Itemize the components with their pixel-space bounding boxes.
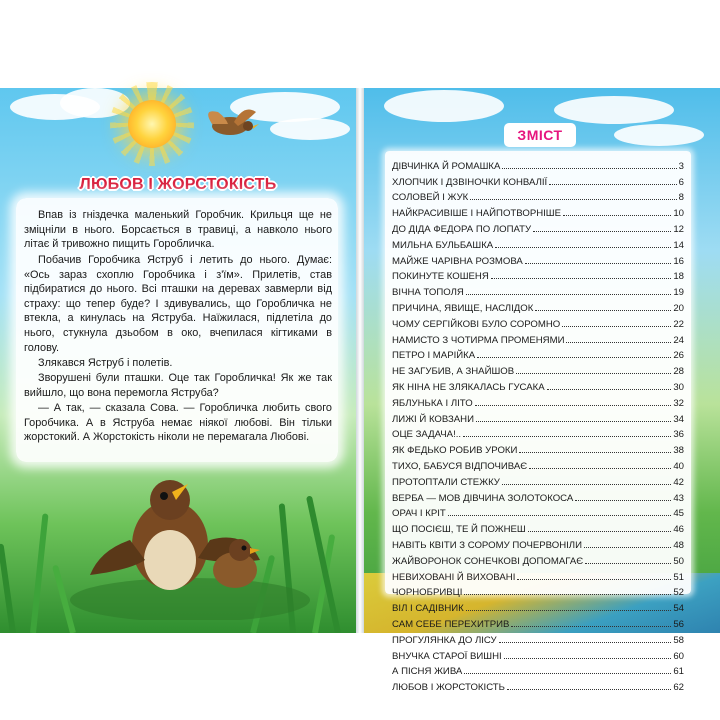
toc-leader-dots xyxy=(566,342,671,343)
toc-entry[interactable] xyxy=(392,235,684,251)
toc-entry-title: ДО ДІДА ФЕДОРА ПО ЛОПАТУ xyxy=(392,223,532,235)
toc-entry[interactable] xyxy=(392,393,684,409)
toc-leader-dots xyxy=(529,468,671,469)
toc-leader-dots xyxy=(475,405,672,406)
toc-entry-page: 54 xyxy=(673,603,684,615)
toc-entry-title: ХЛОПЧИК І ДЗВІНОЧКИ КОНВАЛІЇ xyxy=(392,176,548,188)
toc-entry-page: 52 xyxy=(673,587,684,599)
toc-entry-page: 19 xyxy=(673,287,684,299)
toc-leader-dots xyxy=(563,215,671,216)
story-paragraph: Побачив Горобчика Яструб і летить до нього. Думає: «Ось зараз схоплю Горобчика і з'їм». Прилетів, став підбиратися до нього. Всі пташки на деревах завмерли від страху: що тепер буде? І здивувались, що Горобличка не втекла, а кинулась на Яструба. Наїжилася, підлетіла до нього, стукнула дзьобом в око, вчепилася кігтиками в голову. xyxy=(24,254,332,354)
toc-leader-dots xyxy=(533,231,671,232)
toc-entry[interactable] xyxy=(392,598,684,614)
toc-entry-page: 32 xyxy=(673,397,684,409)
toc-entry-title: ПРОГУЛЯНКА ДО ЛІСУ xyxy=(392,634,497,646)
toc-entry-page: 42 xyxy=(673,476,684,488)
toc-entry[interactable] xyxy=(392,472,684,488)
toc-entry-title: ЧОРНОБРИВЦІ xyxy=(392,587,463,599)
toc-leader-dots xyxy=(525,263,671,264)
toc-entry-title: ЧОМУ СЕРГІЙКОВІ БУЛО СОРОМНО xyxy=(392,318,561,330)
toc-entry[interactable] xyxy=(392,567,684,583)
toc-entry[interactable] xyxy=(392,583,684,599)
toc-entry[interactable] xyxy=(392,361,684,377)
toc-entry[interactable] xyxy=(392,504,684,520)
cloud xyxy=(270,118,350,140)
toc-entry[interactable] xyxy=(392,219,684,235)
toc-leader-dots xyxy=(448,515,672,516)
toc-entry-page: 30 xyxy=(673,381,684,393)
toc-entry[interactable] xyxy=(392,282,684,298)
toc-leader-dots xyxy=(502,168,676,169)
toc-entry-page: 22 xyxy=(673,318,684,330)
toc-entry-page: 36 xyxy=(673,429,684,441)
toc-entry[interactable] xyxy=(392,425,684,441)
toc-entry[interactable] xyxy=(392,488,684,504)
toc-entry-page: 50 xyxy=(673,555,684,567)
grass-blade xyxy=(0,543,16,633)
toc-entry-title: ПРОТОПТАЛИ СТЕЖКУ xyxy=(392,476,500,488)
toc-entry-title: НАМИСТО З ЧОТИРМА ПРОМЕНЯМИ xyxy=(392,334,565,346)
cloud xyxy=(614,124,704,146)
toc-entry[interactable] xyxy=(392,298,684,314)
toc-entry[interactable] xyxy=(392,614,684,630)
toc-leader-dots xyxy=(491,278,672,279)
toc-heading: ЗМІСТ xyxy=(517,127,563,143)
toc-entry-title: ВІЧНА ТОПОЛЯ xyxy=(392,287,464,299)
toc-entry-title: НАВІТЬ КВІТИ З СОРОМУ ПОЧЕРВОНІЛИ xyxy=(392,539,582,551)
toc-entry-page: 24 xyxy=(673,334,684,346)
toc-entry[interactable] xyxy=(392,314,684,330)
toc-entry-title: ЯБЛУНЬКА І ЛІТО xyxy=(392,397,473,409)
toc-leader-dots xyxy=(549,184,676,185)
toc-leader-dots xyxy=(476,421,671,422)
toc-entry-title: ПЕТРО І МАРІЙКА xyxy=(392,350,476,362)
toc-entry[interactable] xyxy=(392,440,684,456)
toc-leader-dots xyxy=(562,326,671,327)
toc-leader-dots xyxy=(504,658,672,659)
toc-entry-page: 61 xyxy=(673,666,684,678)
cloud xyxy=(554,96,674,124)
toc-leader-dots xyxy=(463,436,671,437)
toc-leader-dots xyxy=(464,673,671,674)
toc-leader-dots xyxy=(528,531,672,532)
cloud xyxy=(384,90,504,122)
toc-entry[interactable] xyxy=(392,346,684,362)
toc-entry[interactable] xyxy=(392,251,684,267)
toc-entry-page: 18 xyxy=(673,271,684,283)
toc-entry[interactable] xyxy=(392,456,684,472)
toc-entry-page: 3 xyxy=(678,160,684,172)
toc-entry-title: ОЦЕ ЗАДАЧА!.. xyxy=(392,429,462,441)
toc-leader-dots xyxy=(466,294,672,295)
toc-entry-title: ЩО ПОСІЄШ, ТЕ Й ПОЖНЕШ xyxy=(392,524,526,536)
toc-entry-page: 16 xyxy=(673,255,684,267)
toc-entry-title: А ПІСНЯ ЖИВА xyxy=(392,666,463,678)
toc-entry-page: 46 xyxy=(673,524,684,536)
toc-entry[interactable] xyxy=(392,267,684,283)
toc-entry-page: 58 xyxy=(673,634,684,646)
toc-entry[interactable] xyxy=(392,551,684,567)
toc-leader-dots xyxy=(519,452,671,453)
toc-leader-dots xyxy=(499,642,672,643)
toc-leader-dots xyxy=(470,199,676,200)
toc-entry-title: НЕВИХОВАНІ Й ВИХОВАНІ xyxy=(392,571,516,583)
toc-entry-page: 28 xyxy=(673,366,684,378)
toc-entry[interactable] xyxy=(392,203,684,219)
toc-leader-dots xyxy=(511,626,671,627)
toc-entry[interactable] xyxy=(392,677,684,693)
toc-entry-title: ДІВЧИНКА Й РОМАШКА xyxy=(392,160,501,172)
toc-entry-page: 34 xyxy=(673,413,684,425)
toc-entry[interactable] xyxy=(392,156,684,172)
toc-leader-dots xyxy=(584,547,671,548)
toc-leader-dots xyxy=(547,389,672,390)
toc-entry[interactable] xyxy=(392,535,684,551)
book-gutter xyxy=(356,88,364,633)
toc-entry-page: 14 xyxy=(673,239,684,251)
toc-entry[interactable] xyxy=(392,630,684,646)
toc-entry-title: ЖАЙВОРОНОК СОНЕЧКОВІ ДОПОМАГАЄ xyxy=(392,555,584,567)
toc-entry-title: ВІЛ І САДІВНИК xyxy=(392,603,464,615)
toc-leader-dots xyxy=(466,610,672,611)
story-title: ЛЮБОВ І ЖОРСТОКІСТЬ xyxy=(79,176,277,193)
toc-entry-title: НАЙКРАСИВІШЕ І НАЙПОТВОРНІШЕ xyxy=(392,208,562,220)
toc-entry-title: ЯК НІНА НЕ ЗЛЯКАЛАСЬ ГУСАКА xyxy=(392,381,545,393)
toc-entry[interactable] xyxy=(392,662,684,678)
toc-entry-title: ОРАЧ І КРІТ xyxy=(392,508,446,520)
toc-entry-title: НЕ ЗАГУБИВ, А ЗНАЙШОВ xyxy=(392,366,515,378)
toc-entry-page: 51 xyxy=(673,571,684,583)
toc-leader-dots xyxy=(585,563,671,564)
story-paragraph: — А так, — сказала Сова. — Горобличка любить свого Горобчика. А в Яструба немає ніякої любові. Він тільки жорстокий. А Жорстокість ніколи не перемагала Любові. xyxy=(24,402,332,444)
toc-leader-dots xyxy=(477,357,671,358)
grass-blade xyxy=(30,513,49,633)
toc-entry-page: 10 xyxy=(673,208,684,220)
story-paragraph: Зворушені були пташки. Оце так Горобличка! Як же так вийшло, що вона перемогла Яструба? xyxy=(24,372,332,399)
toc-entry-title: СОЛОВЕЙ І ЖУК xyxy=(392,192,469,204)
toc-entry-page: 6 xyxy=(678,176,684,188)
toc-entry-page: 8 xyxy=(678,192,684,204)
toc-entry-title: МИЛЬНА БУЛЬБАШКА xyxy=(392,239,494,251)
toc-entry-page: 38 xyxy=(673,445,684,457)
toc-entry-title: ЛИЖІ Й КОВЗАНИ xyxy=(392,413,474,425)
toc-list xyxy=(392,156,684,693)
toc-leader-dots xyxy=(517,579,671,580)
flying-bird-icon xyxy=(198,104,260,140)
toc-entry-title: ПРИЧИНА, ЯВИЩЕ, НАСЛІДОК xyxy=(392,302,534,314)
toc-entry[interactable] xyxy=(392,646,684,662)
sparrows-illustration xyxy=(60,470,320,620)
toc-entry-page: 62 xyxy=(673,682,684,694)
toc-entry-page: 48 xyxy=(673,539,684,551)
toc-entry-title: ВНУЧКА СТАРОЇ ВИШНІ xyxy=(392,650,502,662)
toc-leader-dots xyxy=(535,310,671,311)
toc-entry[interactable] xyxy=(392,409,684,425)
toc-entry[interactable] xyxy=(392,377,684,393)
toc-entry-page: 60 xyxy=(673,650,684,662)
toc-entry-page: 12 xyxy=(673,223,684,235)
toc-entry-title: ВЕРБА — МОВ ДІВЧИНА ЗОЛОТОКОСА xyxy=(392,492,574,504)
toc-heading-badge xyxy=(504,123,576,147)
toc-leader-dots xyxy=(516,373,671,374)
sun-icon xyxy=(128,100,176,148)
toc-entry-title: ЛЮБОВ І ЖОРСТОКІСТЬ xyxy=(392,682,505,694)
toc-entry-title: ТИХО, БАБУСЯ ВІДПОЧИВАЄ xyxy=(392,460,528,472)
toc-leader-dots xyxy=(507,689,671,690)
toc-entry-page: 43 xyxy=(673,492,684,504)
toc-leader-dots xyxy=(495,247,671,248)
toc-entry[interactable] xyxy=(392,188,684,204)
toc-entry[interactable] xyxy=(392,172,684,188)
toc-entry-title: ПОКИНУТЕ КОШЕНЯ xyxy=(392,271,489,283)
toc-leader-dots xyxy=(575,500,671,501)
toc-leader-dots xyxy=(502,484,671,485)
toc-entry-title: МАЙЖЕ ЧАРІВНА РОЗМОВА xyxy=(392,255,523,267)
toc-entry-page: 26 xyxy=(673,350,684,362)
toc-entry-page: 45 xyxy=(673,508,684,520)
story-paragraph: Злякався Яструб і полетів. xyxy=(38,357,173,369)
toc-entry[interactable] xyxy=(392,330,684,346)
toc-entry-page: 56 xyxy=(673,618,684,630)
toc-leader-dots xyxy=(464,594,671,595)
toc-entry-title: САМ СЕБЕ ПЕРЕХИТРИВ xyxy=(392,618,510,630)
toc-entry[interactable] xyxy=(392,519,684,535)
toc-entry-page: 20 xyxy=(673,302,684,314)
toc-entry-page: 40 xyxy=(673,460,684,472)
story-paragraph: Впав із гніздечка маленький Горобчик. Крильця ще не зміцніли в нього. Борсається в травиці, а навколо нього літає й тривожно пищить Горобличка. xyxy=(24,209,332,251)
toc-entry-title: ЯК ФЕДЬКО РОБИВ УРОКИ xyxy=(392,445,518,457)
